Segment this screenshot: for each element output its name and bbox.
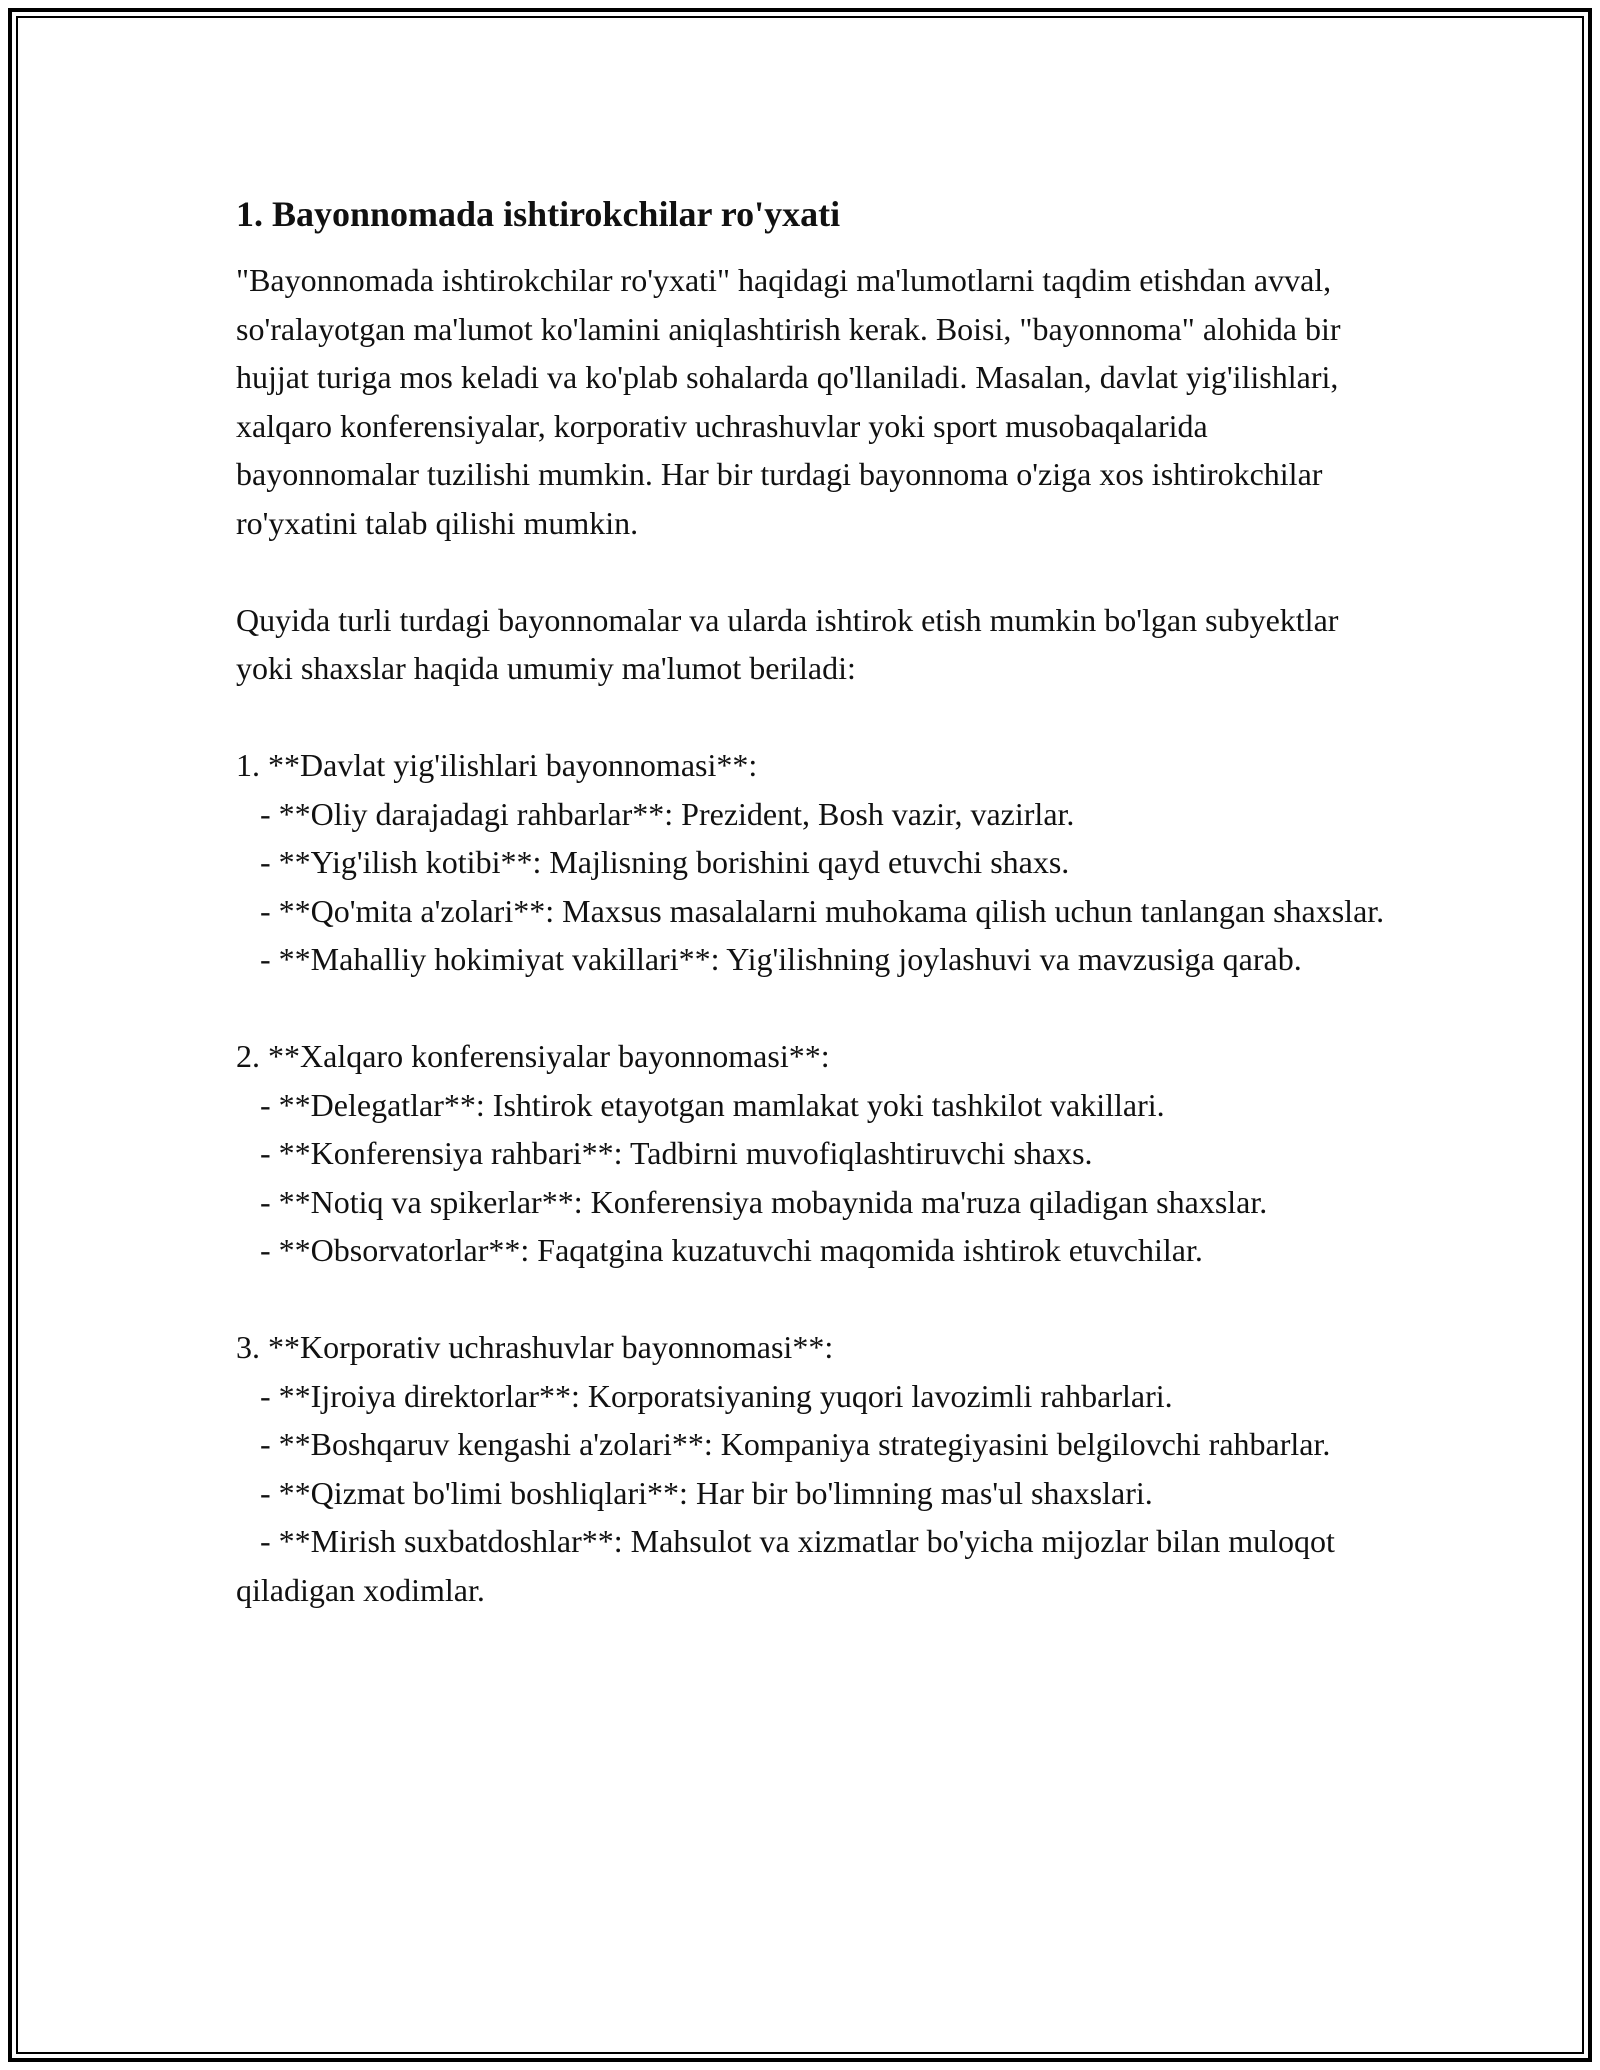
section-corporate <box>236 1323 1396 1614</box>
list-item: - **Notiq va spikerlar**: Konferensiya mobaynida ma'ruza qiladigan shaxslar. <box>236 1183 1268 1220</box>
intro-paragraph: "Bayonnomada ishtirokchilar ro'yxati" haqidagi ma'lumotlarni taqdim etishdan avval, so'ralayotgan ma'lumot ko'lamini aniqlashtirish kerak. Boisi, "bayonnoma" alohida bir hujjat turiga mos keladi va ko'plab sohalarda qo'llaniladi. Masalan, davlat yig'ilishlari, xalqaro konferensiyalar, korporativ uchrashuvlar yoki sport musobaqalarida bayonnomalar tuzilishi mumkin. Har bir turdagi bayonnoma o'ziga xos ishtirokchilar ro'yxatini talab qilishi mumkin. <box>236 262 1341 541</box>
list-item: - **Ijroiya direktorlar**: Korporatsiyaning yuqori lavozimli rahbarlari. <box>236 1377 1173 1414</box>
spacer <box>236 1275 1396 1324</box>
section-international <box>236 1032 1396 1275</box>
list-item: - **Obsorvatorlar**: Faqatgina kuzatuvchi maqomida ishtirok etuvchilar. <box>236 1232 1203 1268</box>
list-item: - **Boshqaruv kengashi a'zolari**: Kompaniya strategiyasini belgilovchi rahbarlar. <box>236 1426 1331 1462</box>
list-item: - **Delegatlar**: Ishtirok etayotgan mamlakat yoki tashkilot vakillari. <box>236 1086 1165 1123</box>
list-item: - **Oliy darajadagi rahbarlar**: Prezident, Bosh vazir, vazirlar. <box>236 795 1075 832</box>
document-title: 1. Bayonnomada ishtirokchilar ro'yxati <box>236 194 841 234</box>
lead-paragraph: Quyida turli turdagi bayonnomalar va ularda ishtirok etish mumkin bo'lgan subyektlar yoki shaxslar haqida umumiy ma'lumot beriladi: <box>236 601 1339 686</box>
list-item: - **Yig'ilish kotibi**: Majlisning borishini qayd etuvchi shaxs. <box>236 844 1070 880</box>
document-body <box>236 188 1396 1614</box>
list-item: - **Mahalliy hokimiyat vakillari**: Yig'ilishning joylashuvi va mavzusiga qarab. <box>236 941 1302 977</box>
list-item: - **Qizmat bo'limi boshliqlari**: Har bir bo'limning mas'ul shaxslari. <box>236 1474 1153 1511</box>
section-heading: 1. **Davlat yig'ilishlari bayonnomasi**: <box>236 747 758 783</box>
list-item: - **Mirish suxbatdoshlar**: Mahsulot va xizmatlar bo'yicha mijozlar bilan muloqot qiladigan xodimlar. <box>236 1523 1343 1608</box>
list-item: - **Konferensiya rahbari**: Tadbirni muvofiqlashtiruvchi shaxs. <box>236 1135 1093 1171</box>
spacer <box>236 547 1396 596</box>
spacer <box>236 984 1396 1033</box>
spacer <box>236 693 1396 742</box>
section-government <box>236 741 1396 984</box>
list-item: - **Qo'mita a'zolari**: Maxsus masalalarni muhokama qilish uchun tanlangan shaxslar. <box>236 892 1385 929</box>
section-heading: 2. **Xalqaro konferensiyalar bayonnomasi**: <box>236 1038 830 1074</box>
section-heading: 3. **Korporativ uchrashuvlar bayonnomasi**: <box>236 1329 834 1365</box>
